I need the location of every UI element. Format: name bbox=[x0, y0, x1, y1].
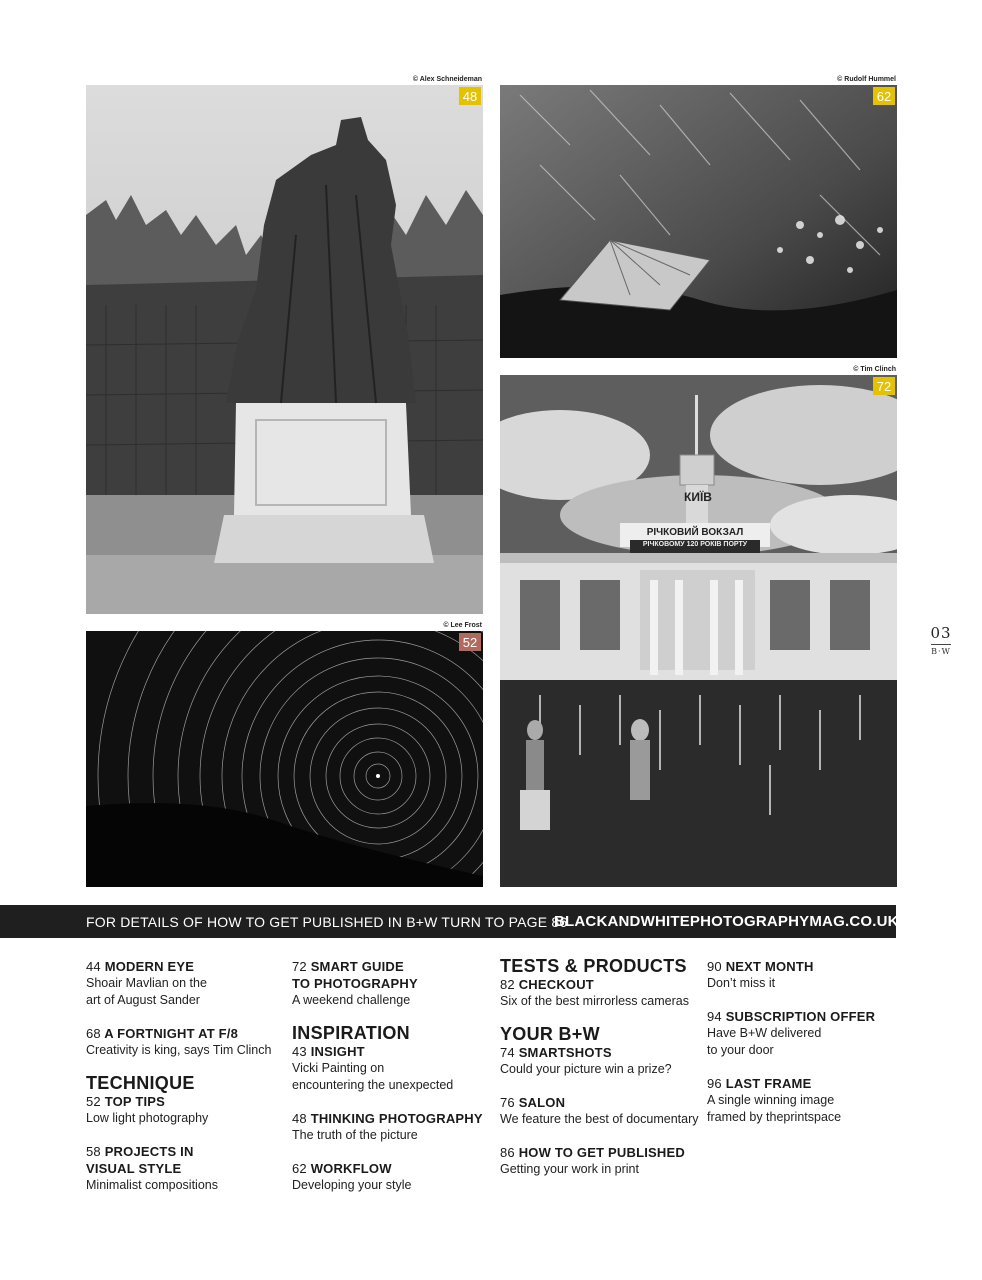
entry-page-number: 44 bbox=[86, 959, 101, 974]
entry-heading bbox=[500, 1144, 705, 1161]
contents-entry[interactable] bbox=[86, 1025, 281, 1059]
entry-description: The truth of the picture bbox=[292, 1128, 418, 1142]
entry-description: We feature the best of documentary bbox=[500, 1112, 699, 1126]
folio-mark: B·W bbox=[931, 647, 951, 656]
entry-heading bbox=[86, 1143, 281, 1160]
entry-description: A weekend challenge bbox=[292, 993, 411, 1007]
section-heading: TECHNIQUE bbox=[86, 1073, 195, 1093]
contents-column-4 bbox=[707, 958, 892, 1142]
entry-title: SMARTSHOTS bbox=[518, 1045, 612, 1060]
entry-heading bbox=[707, 1075, 892, 1092]
contents-entry[interactable] bbox=[500, 1044, 705, 1078]
entry-heading bbox=[292, 1110, 492, 1127]
entry-page-number: 86 bbox=[500, 1145, 515, 1160]
kyiv-sign-low: РІЧКОВОМУ 120 РОКІВ ПОРТУ bbox=[642, 541, 748, 548]
folio-rule bbox=[931, 644, 951, 645]
entry-page-number: 58 bbox=[86, 1144, 101, 1159]
credit-statue: © Alex Schneideman bbox=[412, 76, 482, 83]
entry-description: Minimalist compositions bbox=[86, 1178, 218, 1192]
kyiv-sign-top: КИЇВ bbox=[684, 490, 712, 504]
publish-banner bbox=[0, 905, 899, 938]
page-badge-72: 72 bbox=[873, 377, 895, 395]
entry-heading bbox=[292, 1043, 492, 1060]
contents-column-1 bbox=[86, 958, 281, 1210]
entry-heading bbox=[292, 958, 492, 975]
entry-description: Six of the best mirrorless cameras bbox=[500, 994, 689, 1008]
entry-heading bbox=[707, 1008, 892, 1025]
entry-title: A FORTNIGHT AT F/8 bbox=[104, 1026, 239, 1041]
contents-entry[interactable] bbox=[292, 1110, 492, 1144]
contents-entry[interactable] bbox=[292, 1160, 492, 1194]
entry-page-number: 76 bbox=[500, 1095, 515, 1110]
entry-description: Getting your work in print bbox=[500, 1162, 639, 1176]
entry-title-line2: TO PHOTOGRAPHY bbox=[292, 976, 418, 991]
entry-title: LAST FRAME bbox=[725, 1076, 812, 1091]
entry-description: Shoair Mavlian on the bbox=[86, 976, 207, 990]
entry-page-number: 96 bbox=[707, 1076, 722, 1091]
entry-page-number: 43 bbox=[292, 1044, 307, 1059]
entry-description: to your door bbox=[707, 1043, 774, 1057]
contents-entry[interactable] bbox=[500, 1094, 705, 1128]
page-number: 03 bbox=[930, 624, 952, 642]
entry-heading bbox=[86, 958, 281, 975]
entry-page-number: 48 bbox=[292, 1111, 307, 1126]
section-heading: TESTS & PRODUCTS bbox=[500, 956, 687, 976]
entry-title: WORKFLOW bbox=[310, 1161, 392, 1176]
entry-heading bbox=[500, 976, 705, 993]
entry-heading bbox=[292, 1160, 492, 1177]
website-link[interactable]: BLACKANDWHITEPHOTOGRAPHYMAG.CO.UK bbox=[554, 913, 899, 930]
entry-heading bbox=[86, 1025, 281, 1042]
entry-description: A single winning image bbox=[707, 1093, 835, 1107]
credit-stars: © Lee Frost bbox=[443, 622, 482, 629]
entry-description: framed by theprintspace bbox=[707, 1110, 842, 1124]
entry-page-number: 52 bbox=[86, 1094, 101, 1109]
contents-entry[interactable] bbox=[86, 1093, 281, 1127]
contents-entry[interactable] bbox=[292, 958, 492, 1009]
entry-title: SUBSCRIPTION OFFER bbox=[725, 1009, 876, 1024]
entry-heading bbox=[500, 1044, 705, 1061]
entry-description: Vicki Painting on bbox=[292, 1061, 385, 1075]
entry-title: NEXT MONTH bbox=[725, 959, 814, 974]
section-heading: INSPIRATION bbox=[292, 1023, 410, 1043]
entry-page-number: 68 bbox=[86, 1026, 101, 1041]
entry-page-number: 62 bbox=[292, 1161, 307, 1176]
entry-heading bbox=[707, 958, 892, 975]
entry-heading bbox=[500, 1094, 705, 1111]
photo-stars[interactable] bbox=[86, 631, 483, 887]
credit-kyiv: © Tim Clinch bbox=[853, 366, 896, 373]
contents-column-3 bbox=[500, 958, 705, 1194]
entry-page-number: 74 bbox=[500, 1045, 515, 1060]
contents-entry[interactable] bbox=[707, 958, 892, 992]
entry-description: Have B+W delivered bbox=[707, 1026, 822, 1040]
entry-title: HOW TO GET PUBLISHED bbox=[518, 1145, 685, 1160]
entry-description: Don’t miss it bbox=[707, 976, 776, 990]
contents-entry[interactable] bbox=[500, 1144, 705, 1178]
entry-title: INSIGHT bbox=[310, 1044, 365, 1059]
kyiv-sign-mid: РІЧКОВИЙ ВОКЗАЛ bbox=[646, 527, 744, 538]
contents-entry[interactable] bbox=[86, 1143, 281, 1194]
page-badge-62: 62 bbox=[873, 87, 895, 105]
entry-description: Creativity is king, says Tim Clinch bbox=[86, 1043, 272, 1057]
entry-description: Could your picture win a prize? bbox=[500, 1062, 672, 1076]
page-badge-48: 48 bbox=[459, 87, 481, 105]
entry-title: CHECKOUT bbox=[518, 977, 594, 992]
entry-title: TOP TIPS bbox=[104, 1094, 166, 1109]
contents-entry[interactable] bbox=[86, 958, 281, 1009]
contents-entry[interactable] bbox=[707, 1008, 892, 1059]
section-heading: YOUR B+W bbox=[500, 1024, 600, 1044]
entry-description: Developing your style bbox=[292, 1178, 412, 1192]
entry-title: PROJECTS IN bbox=[104, 1144, 194, 1159]
contents-column-2 bbox=[292, 958, 492, 1210]
entry-page-number: 90 bbox=[707, 959, 722, 974]
entry-title-line2: VISUAL STYLE bbox=[86, 1161, 182, 1176]
entry-page-number: 94 bbox=[707, 1009, 722, 1024]
entry-page-number: 72 bbox=[292, 959, 307, 974]
entry-page-number: 82 bbox=[500, 977, 515, 992]
contents-entry[interactable] bbox=[707, 1075, 892, 1126]
banner-text: FOR DETAILS OF HOW TO GET PUBLISHED IN B+W TURN TO PAGE 86 bbox=[86, 913, 568, 930]
entry-title: SALON bbox=[518, 1095, 566, 1110]
page-badge-52: 52 bbox=[459, 633, 481, 651]
page-folio bbox=[926, 624, 956, 656]
photo-leaf[interactable] bbox=[500, 85, 897, 358]
entry-description: art of August Sander bbox=[86, 993, 200, 1007]
entry-title: MODERN EYE bbox=[104, 959, 195, 974]
entry-title: SMART GUIDE bbox=[310, 959, 404, 974]
photo-statue[interactable] bbox=[86, 85, 483, 614]
contents-entry[interactable] bbox=[292, 1043, 492, 1094]
entry-description: Low light photography bbox=[86, 1111, 209, 1125]
photo-kyiv[interactable] bbox=[500, 375, 897, 887]
entry-heading bbox=[86, 1093, 281, 1110]
credit-leaf: © Rudolf Hummel bbox=[837, 76, 896, 83]
entry-title: THINKING PHOTOGRAPHY bbox=[310, 1111, 483, 1126]
entry-description: encountering the unexpected bbox=[292, 1078, 454, 1092]
contents-entry[interactable] bbox=[500, 976, 705, 1010]
